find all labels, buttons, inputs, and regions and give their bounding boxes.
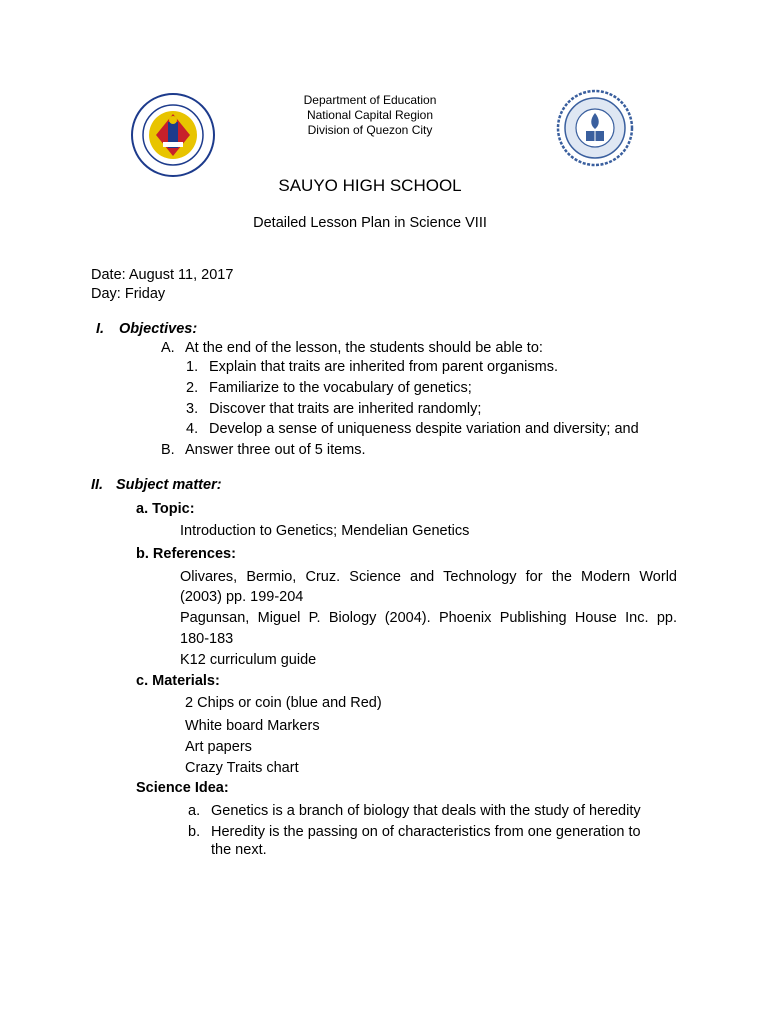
lesson-day: Day: Friday <box>91 286 166 302</box>
material-item: Art papers <box>185 739 252 755</box>
objective-a-letter: A. <box>161 340 175 356</box>
references-label: b. References: <box>136 546 236 562</box>
materials-label: c. Materials: <box>136 673 220 689</box>
science-idea-label: Science Idea: <box>136 780 229 796</box>
science-idea-b-line-1: Heredity is the passing on of characteristics from one generation to <box>211 824 641 840</box>
deped-seal-logo <box>130 92 216 178</box>
reference-1-line-1: Olivares, Bermio, Cruz. Science and Technology for the Modern World <box>180 569 677 585</box>
material-item: Crazy Traits chart <box>185 760 299 776</box>
reference-1-line-2: (2003) pp. 199-204 <box>180 589 304 605</box>
reference-3: K12 curriculum guide <box>180 652 317 668</box>
science-idea-a-letter: a. <box>188 803 201 819</box>
reference-2-line-1: Pagunsan, Miguel P. Biology (2004). Phoenix Publishing House Inc. pp. <box>180 610 677 626</box>
school-name: SAUYO HIGH SCHOOL <box>278 176 462 195</box>
header-region: National Capital Region <box>306 108 434 122</box>
objective-item-text: Develop a sense of uniqueness despite variation and diversity; and <box>209 421 639 437</box>
lesson-date: Date: August 11, 2017 <box>91 267 234 283</box>
objective-item-text: Discover that traits are inherited randomly; <box>209 401 482 417</box>
objectives-number: I. <box>96 321 105 337</box>
objective-a-text: At the end of the lesson, the students should be able to: <box>185 340 543 356</box>
science-idea-b-line-2: the next. <box>211 842 267 858</box>
material-item: 2 Chips or coin (blue and Red) <box>185 695 382 711</box>
science-idea-b-letter: b. <box>188 824 201 840</box>
objective-item-number: 1. <box>186 359 199 375</box>
subject-matter-heading: Subject matter: <box>116 477 222 493</box>
objectives-heading: Objectives: <box>119 321 198 337</box>
objective-item-number: 2. <box>186 380 199 396</box>
objective-item-number: 4. <box>186 421 199 437</box>
objective-b-text: Answer three out of 5 items. <box>185 442 366 458</box>
science-idea-a-text: Genetics is a branch of biology that deals with the study of heredity <box>211 803 641 819</box>
topic-label: a. Topic: <box>136 501 195 517</box>
topic-text: Introduction to Genetics; Mendelian Genetics <box>180 523 470 539</box>
material-item: White board Markers <box>185 718 320 734</box>
objective-item-text: Familiarize to the vocabulary of genetics; <box>209 380 472 396</box>
header-division: Division of Quezon City <box>307 123 433 137</box>
school-seal-logo <box>556 89 634 167</box>
header-department: Department of Education <box>303 93 437 107</box>
objective-item-number: 3. <box>186 401 199 417</box>
reference-2-line-2: 180-183 <box>180 631 234 647</box>
subject-matter-number: II. <box>91 477 104 493</box>
objective-b-letter: B. <box>161 442 175 458</box>
objective-item-text: Explain that traits are inherited from parent organisms. <box>209 359 558 375</box>
plan-title: Detailed Lesson Plan in Science VIII <box>253 215 487 231</box>
